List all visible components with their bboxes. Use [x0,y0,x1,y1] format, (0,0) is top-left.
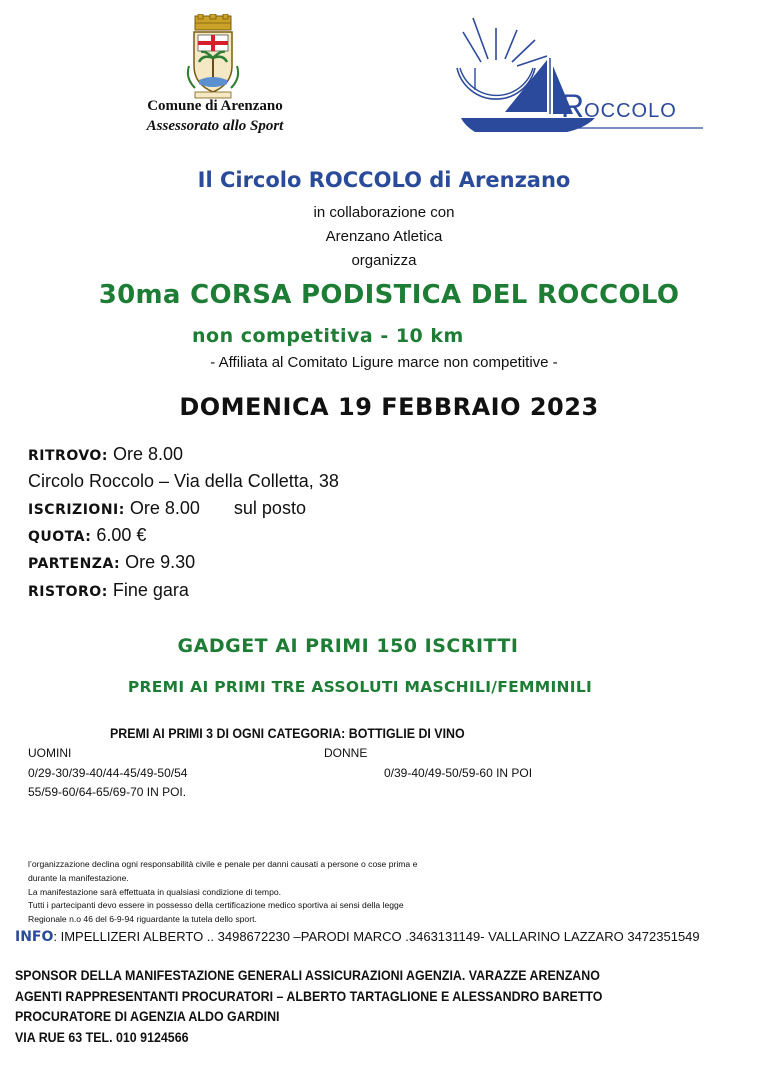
sponsor-line: VIA RUE 63 TEL. 010 9124566 [15,1029,189,1045]
sponsor-line: AGENTI RAPPRESENTANTI PROCURATORI – ALBERTO TARTAGLIONE E ALESSANDRO BARETTO [15,988,603,1004]
disclaimer-line: durante la manifestazione. [28,872,129,883]
event-date: DOMENICA 19 FEBBRAIO 2023 [179,393,599,421]
ristoro-line [28,580,189,601]
iscrizioni-label: ISCRIZIONI: [28,502,125,518]
disclaimer [28,858,417,927]
logo-letter: R [561,88,585,124]
disclaimer-line: La manifestazione sarà effettuata in qualsiasi condizione di tempo. [28,886,282,897]
sponsor-line: SPONSOR DELLA MANIFESTAZIONE GENERALI ASSICURAZIONI AGENZIA. VARAZZE ARENZANO [15,968,600,983]
sponsor-block [15,966,602,1048]
category-prizes: PREMI AI PRIMI 3 DI OGNI CATEGORIA: BOTTIGLIE DI VINO [110,726,465,741]
uomini-categories-2: 55/59-60/64-65/69-70 IN POI. [28,785,187,799]
quota-label: QUOTA: [28,529,92,545]
comune-department: Assessorato allo Sport [146,118,284,134]
partenza-label: PARTENZA: [28,556,121,572]
iscrizioni-value: Ore 8.00 [129,498,200,518]
disclaimer-line: l’organizzazione declina ogni responsabilità civile e penale per danni causati a persone o cose prima e [28,859,418,869]
partenza-line [28,552,195,573]
event-affiliation: - Affiliata al Comitato Ligure marce non competitive - [210,354,558,371]
comune-crest-icon [185,14,241,100]
donne-categories: 0/39-40/49-50/59-60 IN POI [384,766,533,780]
disclaimer-line: Regionale n.o 46 del 6-9-94 riguardante la tutela dello sport. [28,914,257,925]
gadget-notice: GADGET AI PRIMI 150 ISCRITTI [177,635,519,657]
collab-line-3: organizza [351,252,417,269]
ritrovo-label: RITROVO: [28,448,108,464]
uomini-categories-1: 0/29-30/39-40/44-45/49-50/54 [28,766,188,780]
iscrizioni-extra: sul posto [233,498,306,518]
donne-label: DONNE [324,746,368,760]
ritrovo-line [28,444,183,465]
uomini-label: UOMINI [28,746,72,760]
sponsor-line: PROCURATORE DI AGENZIA ALDO GARDINI [15,1009,280,1024]
organizer-heading: Il Circolo ROCCOLO di Arenzano [197,168,571,192]
collab-line-2: Arenzano Atletica [325,228,443,245]
event-subtitle: non competitiva - 10 km [192,325,464,347]
event-title: 30ma CORSA PODISTICA DEL ROCCOLO [98,280,680,310]
ritrovo-value: Ore 8.00 [112,444,183,464]
address-line: Circolo Roccolo – Via della Colletta, 38 [28,471,339,491]
ristoro-value: Fine gara [112,580,189,600]
collab-line-1: in collaborazione con [313,204,455,221]
roccolo-logo-text [561,88,677,125]
logo-letters: OCCOLO [584,100,677,122]
comune-name: Comune di Arenzano [147,98,283,114]
info-contacts [15,929,700,945]
info-text: : IMPELLIZERI ALBERTO .. 3498672230 –PARODI MARCO .3463131149- VALLARINO LAZZARO 3472351549 [53,929,700,944]
ristoro-label: RISTORO: [28,584,108,600]
disclaimer-line: Tutti i partecipanti devo essere in possesso della certificazione medico sportiva ai sensi della legge [28,900,404,911]
quota-line [28,525,146,546]
info-label: INFO [15,929,54,945]
quota-value: 6.00 € [96,525,147,545]
partenza-value: Ore 9.30 [125,552,196,572]
overall-prizes: PREMI AI PRIMI TRE ASSOLUTI MASCHILI/FEMMINILI [127,678,593,696]
iscrizioni-line [28,498,306,519]
